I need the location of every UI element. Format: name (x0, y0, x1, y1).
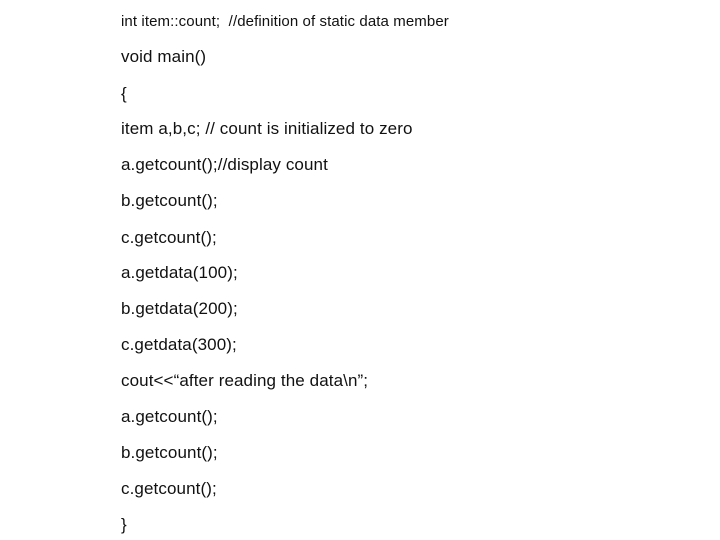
code-line-static-member-definition: int item::count; //definition of static data member (121, 13, 449, 30)
code-line-c-getdata: c.getdata(300); (121, 335, 237, 354)
code-line-c-getcount: c.getcount(); (121, 228, 217, 247)
code-line-a-getdata: a.getdata(100); (121, 263, 238, 282)
code-line-b-getcount: b.getcount(); (121, 191, 218, 210)
code-line-close-brace: } (121, 515, 127, 534)
code-line-open-brace: { (121, 84, 127, 103)
code-line-cout-message: cout<<“after reading the data\n”; (121, 371, 369, 390)
code-line-c-getcount-final: c.getcount(); (121, 479, 217, 498)
code-line-b-getcount-final: b.getcount(); (121, 443, 218, 462)
code-line-a-getcount-display: a.getcount();//display count (121, 155, 328, 174)
code-line-b-getdata: b.getdata(200); (121, 299, 238, 318)
code-line-a-getcount: a.getcount(); (121, 407, 218, 426)
code-line-main-signature: void main() (121, 47, 207, 66)
code-line-object-declaration: item a,b,c; // count is initialized to zero (121, 119, 413, 138)
